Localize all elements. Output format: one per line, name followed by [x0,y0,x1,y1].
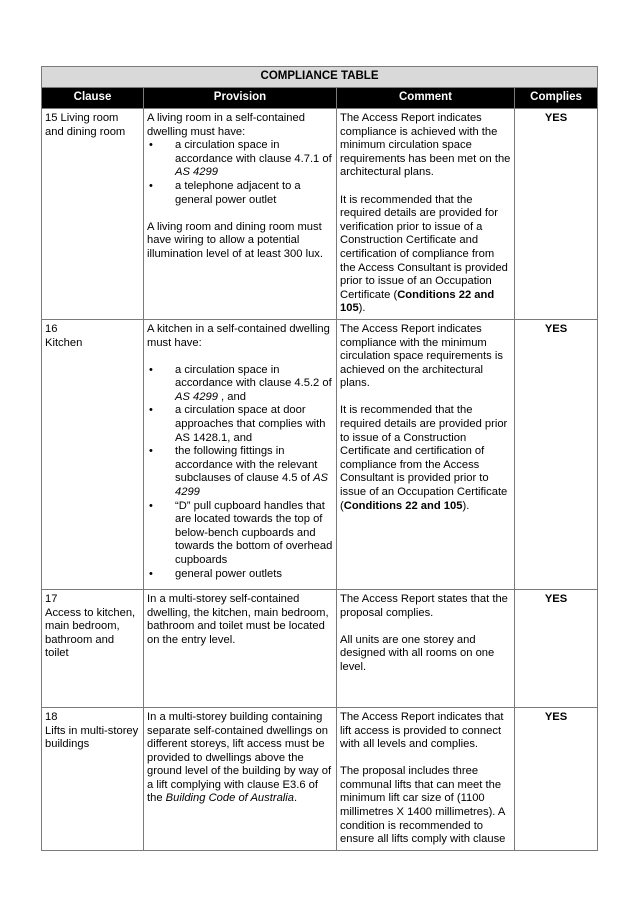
list-item [147,180,333,207]
table-row [42,589,598,707]
list-item [147,364,333,405]
code-ref: Building Code of Australia [165,792,294,805]
clause-name: Lifts in multi-storey buildings [45,724,139,751]
list-item-text: a circulation space in accordance with clause 4.5.2 of [175,363,332,390]
comment-p1: The Access Report indicates compliance is achieved with the minimum circulation space requirements has been met on the architectural plans. [340,112,511,179]
comment-p1: The Access Report states that the proposal complies. [340,592,508,619]
comment-p2: All units are one storey and designed with all rooms on one level. [340,633,495,673]
provision-intro: A kitchen in a self-contained dwelling must have: [147,322,330,349]
compliance-table [41,66,598,851]
complies-cell: YES [515,707,598,850]
provision-cell [144,319,337,589]
standard-ref: AS 4299 [175,472,329,499]
clause-name: and dining room [45,125,126,138]
comment-p2: The proposal includes three communal lifts that can meet the minimum lift car size of (1100 millimetres X 1400 millimetres). A condition is recommended to ensure all lifts comply with clause [340,765,506,846]
complies-cell: YES [515,589,598,707]
comment-p1: The Access Report indicates compliance with the minimum circulation space requirements is achieved on the architectural plans. [340,322,503,390]
list-item-text: the following fittings in accordance with the relevant subclauses of clause 4.5 of [175,445,318,485]
clause-cell [42,319,144,589]
comment-end: ). [358,302,366,315]
header-comment: Comment [337,88,515,109]
comment-cell [337,319,515,589]
comment-cell [337,589,515,707]
clause-cell [42,109,144,320]
comment-end: ). [462,499,470,512]
table-row [42,319,598,589]
header-provision: Provision [144,88,337,109]
provision-intro [147,711,333,806]
clause-number: 15 Living room [45,112,119,124]
provision-list [147,139,333,207]
comment-p2 [340,194,511,316]
comment-text: It is recommended that the required details are provided prior to issue of a Construction Certificate and certification of compliance from the Access Consultant is provided prior to issue of an Occupation Certificate ( [340,404,508,512]
table-row [42,109,598,320]
provision-cell [144,109,337,320]
list-item-text: general power outlets [175,567,282,580]
comment-p2 [340,404,511,513]
clause-cell [42,589,144,707]
provision-text: In a multi-storey building containing separate self-contained dwellings on different storeys, lift access must be provided to dwellings above the ground level of the building by way of a lift complying with clause E3.6 of the [147,710,332,805]
list-item-end: , and [217,390,246,403]
conditions-ref: Conditions 22 and 105 [343,499,463,512]
conditions-ref: Conditions 22 and 105 [340,288,495,315]
table-title: COMPLIANCE TABLE [42,67,598,88]
clause-number: 17 [45,592,58,605]
table-header-row [42,88,598,109]
provision-list [147,364,333,582]
list-item-text: a circulation space in accordance with clause 4.7.1 of [175,139,332,165]
provision-intro: A living room in a self-contained dwelling must have: [147,112,305,138]
clause-number: 16 [45,322,58,335]
header-clause: Clause [42,88,144,109]
list-item [147,139,333,180]
clause-number: 18 [45,710,58,723]
comment-cell [337,707,515,850]
clause-cell [42,707,144,850]
clause-name: Access to kitchen, main bedroom, bathroom and toilet [45,606,136,660]
complies-cell: YES [515,109,598,320]
standard-ref: AS 4299 [175,390,218,403]
list-item-text: “D” pull cupboard handles that are located towards the top of below-bench cupboards and towards the bottom of overhead cupboards [175,499,333,566]
list-item-text: a telephone adjacent to a general power outlet [175,179,301,206]
header-complies: Complies [515,88,598,109]
list-item-text: a circulation space at door approaches that complies with AS 1428.1, and [175,404,326,444]
list-item [147,404,333,445]
comment-text: It is recommended that the required details are provided for verification prior to issue of a Construction Certificate and certification of compliance from the Access Consultant is provided prior to issue of an Occupation Certificate ( [340,193,508,301]
comment-cell [337,109,515,320]
standard-ref: AS 4299 [175,166,218,179]
provision-end: . [294,792,298,805]
table-title-row [42,67,598,88]
comment-p1: The Access Report indicates that lift access is provided to connect with all levels and complies. [340,710,504,751]
clause-name: Kitchen [45,336,83,349]
complies-cell: YES [515,319,598,589]
provision-outro: A living room and dining room must have wiring to allow a potential illumination level of at least 300 lux. [147,220,323,260]
table-row [42,707,598,850]
list-item [147,568,333,582]
provision-cell [144,589,337,707]
provision-cell [144,707,337,850]
list-item [147,445,333,499]
list-item [147,500,333,568]
provision-intro: In a multi-storey self-contained dwelling, the kitchen, main bedroom, bathroom and toilet must be located on the entry level. [147,592,329,646]
